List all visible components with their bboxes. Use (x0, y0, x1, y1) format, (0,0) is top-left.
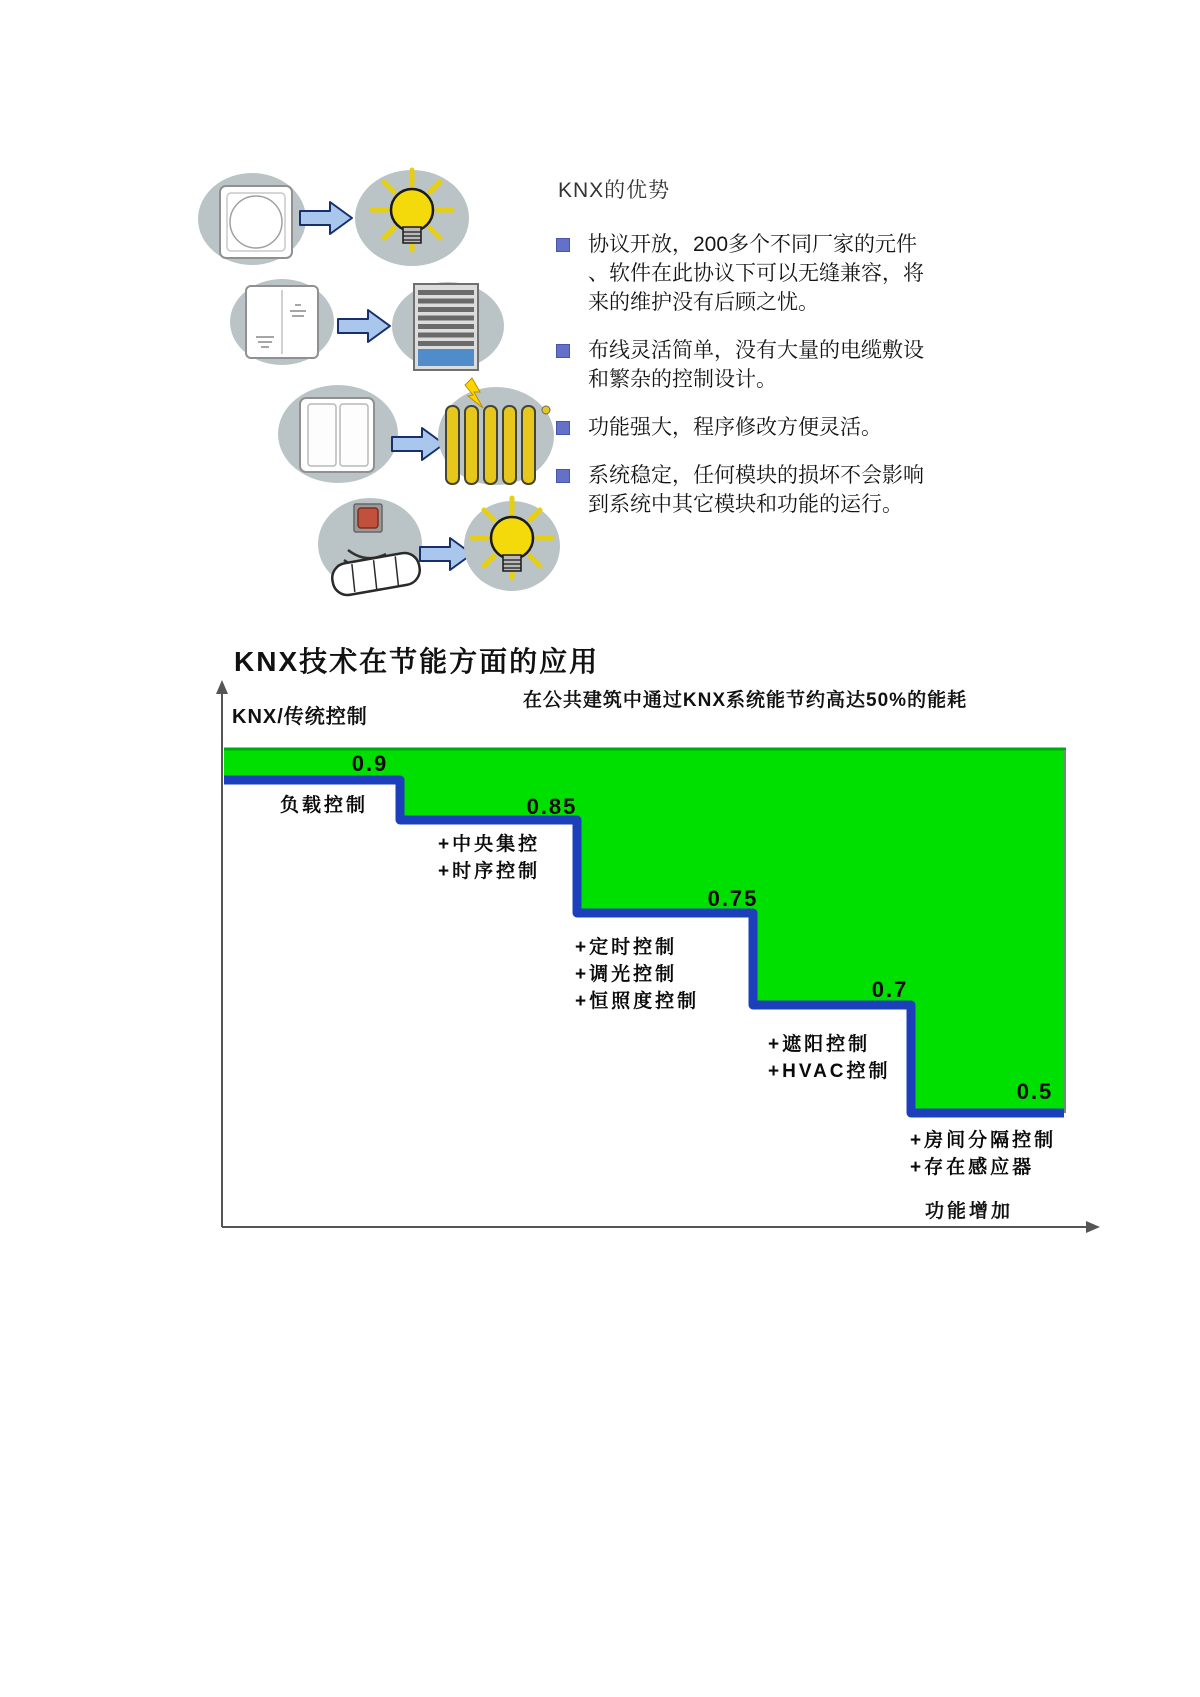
advantage-line: 、软件在此协议下可以无缝兼容，将 (588, 262, 924, 285)
step-functions-label (768, 1031, 891, 1085)
illustration-row-switch-to-blind (230, 279, 504, 370)
arrow-right-icon (338, 310, 390, 342)
function-line: +定时控制 (575, 937, 678, 958)
chart-section-title: KNX技术在节能方面的应用 (234, 646, 600, 677)
advantage-text (588, 336, 924, 394)
function-line: +时序控制 (438, 861, 541, 882)
step-functions-label (280, 792, 368, 819)
advantage-item (556, 413, 996, 442)
knx-advantages-section (556, 174, 996, 538)
advantage-text (588, 461, 924, 519)
step-value-label: 0.9 (351, 751, 389, 776)
y-axis-label: KNX/传统控制 (232, 706, 368, 728)
function-line: 负载控制 (280, 795, 369, 816)
arrow-right-icon (300, 202, 352, 234)
arrow-right-icon (392, 428, 444, 460)
illustration-row-switch-to-light (198, 170, 469, 266)
energy-saving-chart (180, 630, 1120, 1255)
bullet-square-icon (556, 344, 570, 358)
advantage-line: 系统稳定，任何模块的损坏不会影响 (588, 464, 924, 487)
light-bulb-icon (472, 498, 552, 578)
illustrations-svg (180, 140, 600, 610)
illustration-row-switch-to-radiator (278, 378, 554, 485)
window-blind-icon (414, 284, 478, 370)
advantage-line: 来的维护没有后顾之忧。 (588, 291, 819, 314)
double-rocker-switch-icon (300, 398, 374, 472)
light-bulb-icon (372, 170, 452, 250)
advantage-item (556, 336, 996, 394)
dimmer-switch-icon (220, 186, 292, 258)
step-functions-label (575, 934, 699, 1015)
illustration-row-sensor-to-light (318, 498, 560, 597)
advantage-line: 功能强大，程序修改方便灵活。 (588, 416, 882, 439)
bullet-square-icon (556, 421, 570, 435)
function-line: +遮阳控制 (768, 1034, 871, 1055)
step-value-label: 0.75 (707, 886, 759, 911)
advantage-line: 布线灵活简单，没有大量的电缆敷设 (588, 339, 924, 362)
function-line: +恒照度控制 (575, 991, 700, 1012)
bullet-square-icon (556, 469, 570, 483)
advantage-line: 到系统中其它模块和功能的运行。 (588, 493, 903, 516)
function-line: +房间分隔控制 (910, 1130, 1057, 1151)
bullet-square-icon (556, 238, 570, 252)
step-value-label: 0.85 (526, 794, 578, 819)
step-functions-label (910, 1127, 1056, 1181)
knx-function-illustrations (180, 140, 600, 610)
function-line: +存在感应器 (910, 1157, 1035, 1178)
advantage-text (588, 413, 882, 442)
function-line: +HVAC控制 (768, 1061, 891, 1082)
step-value-label: 0.5 (1016, 1079, 1054, 1104)
advantage-text (588, 230, 924, 317)
advantages-heading: KNX的优势 (558, 179, 671, 202)
step-functions-label (438, 831, 540, 885)
advantage-item (556, 230, 996, 317)
presence-sensor-icon (354, 504, 382, 532)
function-line: +中央集控 (438, 834, 541, 855)
chart-title: 在公共建筑中通过KNX系统能节约高达50%的能耗 (522, 690, 968, 711)
advantage-line: 和繁杂的控制设计。 (588, 368, 777, 391)
step-value-label: 0.7 (871, 977, 909, 1002)
function-line: +调光控制 (575, 964, 678, 985)
x-axis-arrow-icon (1086, 1221, 1100, 1233)
advantage-line: 协议开放，200多个不同厂家的元件 (588, 233, 918, 256)
x-axis-label: 功能增加 (925, 1201, 1014, 1222)
advantage-item (556, 461, 996, 519)
y-axis-arrow-icon (216, 680, 228, 694)
rocker-switch-icon (246, 286, 318, 358)
